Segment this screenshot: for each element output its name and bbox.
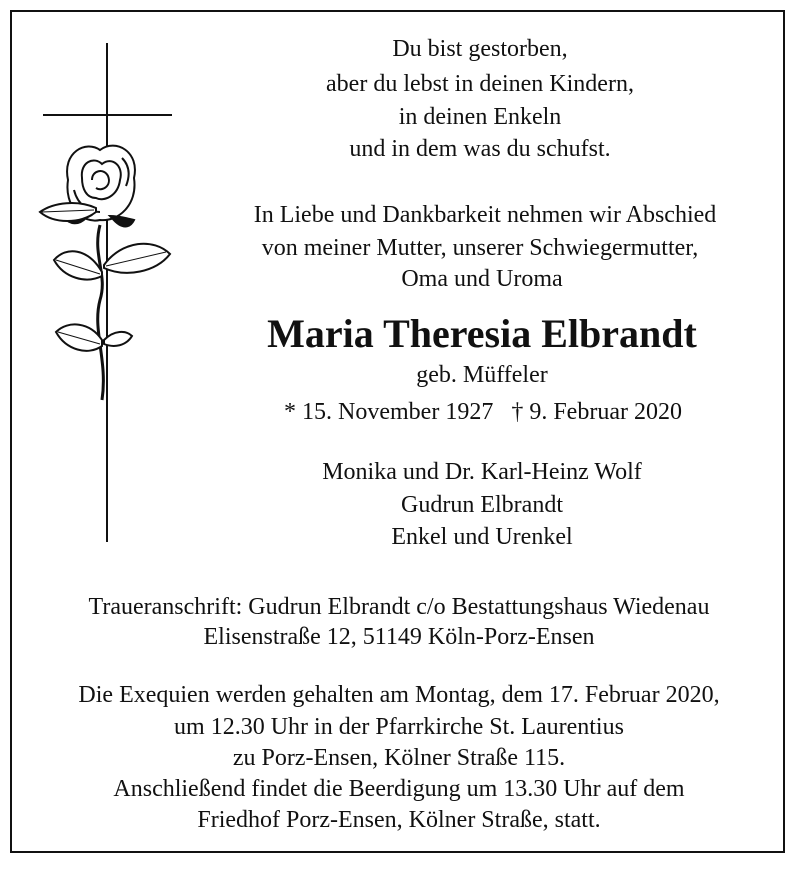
farewell-line: Oma und Uroma: [401, 266, 563, 292]
service-line: zu Porz-Ensen, Kölner Straße 115.: [232, 745, 566, 771]
poem-line: aber du lebst in deinen Kindern,: [326, 71, 634, 97]
address-line: Elisenstraße 12, 51149 Köln-Porz-Ensen: [203, 624, 595, 650]
farewell-line: In Liebe und Dankbarkeit nehmen wir Abschied: [253, 202, 717, 228]
mourner-line: Monika und Dr. Karl-Heinz Wolf: [322, 459, 642, 485]
deceased-name: Maria Theresia Elbrandt: [267, 311, 697, 356]
mourner-line: Gudrun Elbrandt: [401, 492, 563, 518]
maiden-name: geb. Müffeler: [416, 362, 548, 388]
birth-date: * 15. November 1927: [284, 399, 494, 425]
life-dates: [83, 397, 800, 427]
death-date: † 9. Februar 2020: [511, 399, 682, 425]
poem-line: Du bist gestorben,: [392, 36, 568, 62]
service-line: Die Exequien werden gehalten am Montag, dem 17. Februar 2020,: [78, 682, 720, 708]
mourner-line: Enkel und Urenkel: [391, 524, 573, 550]
poem-line: und in dem was du schufst.: [349, 136, 611, 162]
address-line: Traueranschrift: Gudrun Elbrandt c/o Bestattungshaus Wiedenau: [88, 594, 710, 620]
poem-line: in deinen Enkeln: [398, 104, 562, 130]
service-line: Anschließend findet die Beerdigung um 13.30 Uhr auf dem: [113, 776, 685, 802]
farewell-line: von meiner Mutter, unserer Schwiegermutter,: [261, 235, 699, 261]
service-line: um 12.30 Uhr in der Pfarrkirche St. Laurentius: [174, 714, 624, 740]
service-line: Friedhof Porz-Ensen, Kölner Straße, statt.: [197, 807, 601, 833]
